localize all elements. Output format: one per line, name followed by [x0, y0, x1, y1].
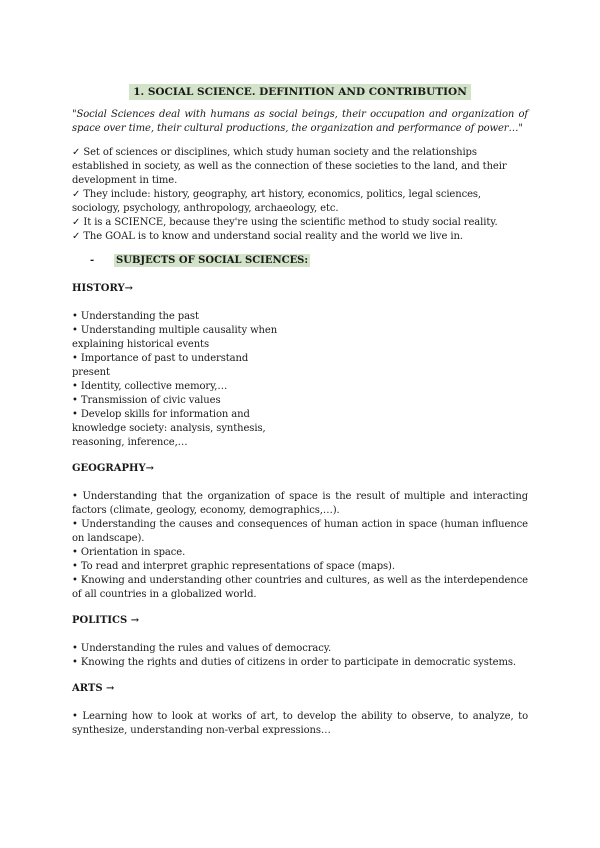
subjects-heading: SUBJECTS OF SOCIAL SCIENCES: [116, 255, 309, 266]
list-item: • Knowing and understanding other countries and cultures, as well as the interdependence of all countries in a globalized world. [72, 575, 528, 600]
title-wrap [72, 84, 528, 100]
arts-list [72, 710, 528, 738]
list-item: • Understanding multiple causality when explaining historical events [72, 325, 278, 350]
list-item: • Learning how to look at works of art, to develop the ability to observe, to analyze, to synthesize, understanding non-verbal expressions… [72, 711, 528, 736]
check-item: ✓ They include: history, geography, art history, economics, politics, legal sciences, sociology, psychology, anthropology, archaeology, etc. [72, 189, 482, 214]
list-item: • Understanding the causes and consequences of human action in space (human influence on landscape). [72, 519, 528, 544]
list-item: • Identity, collective memory,… [72, 381, 228, 392]
history-heading: HISTORY→ [72, 283, 134, 294]
list-item: • Develop skills for information and knowledge society: analysis, synthesis, reasoning, inference,… [72, 409, 266, 448]
check-item: ✓ It is a SCIENCE, because they're using the scientific method to study social reality. [72, 217, 498, 228]
list-item: • Understanding that the organization of space is the result of multiple and interacting factors (climate, geology, economy, demographics,…). [72, 491, 528, 516]
list-item: • Importance of past to understand present [72, 353, 249, 378]
document-page [72, 84, 528, 750]
subjects-dash: - [90, 255, 95, 266]
subjects-heading-row [72, 254, 528, 268]
check-item: ✓ Set of sciences or disciplines, which study human society and the relationships established in society, as well as the connection of these societies to the land, and their development in time. [72, 147, 507, 186]
geography-list [72, 490, 528, 602]
history-list [72, 310, 287, 450]
politics-list [72, 642, 528, 670]
list-item: • Understanding the past [72, 311, 199, 322]
definition-quote: "Social Sciences deal with humans as social beings, their occupation and organization of space over time, their cultural productions, the organization and performance of power…" [72, 109, 528, 134]
list-item: • Transmission of civic values [72, 395, 221, 406]
list-item: • Orientation in space. [72, 547, 186, 558]
list-item: • Understanding the rules and values of democracy. [72, 643, 332, 654]
arts-heading: ARTS → [72, 683, 115, 694]
page-title: 1. SOCIAL SCIENCE. DEFINITION AND CONTRIBUTION [129, 84, 471, 100]
check-list [72, 146, 528, 244]
list-item: • To read and interpret graphic representations of space (maps). [72, 561, 395, 572]
geography-heading: GEOGRAPHY→ [72, 463, 154, 474]
list-item: • Knowing the rights and duties of citizens in order to participate in democratic systems. [72, 657, 516, 668]
check-item: ✓ The GOAL is to know and understand social reality and the world we live in. [72, 231, 463, 242]
politics-heading: POLITICS → [72, 615, 140, 626]
